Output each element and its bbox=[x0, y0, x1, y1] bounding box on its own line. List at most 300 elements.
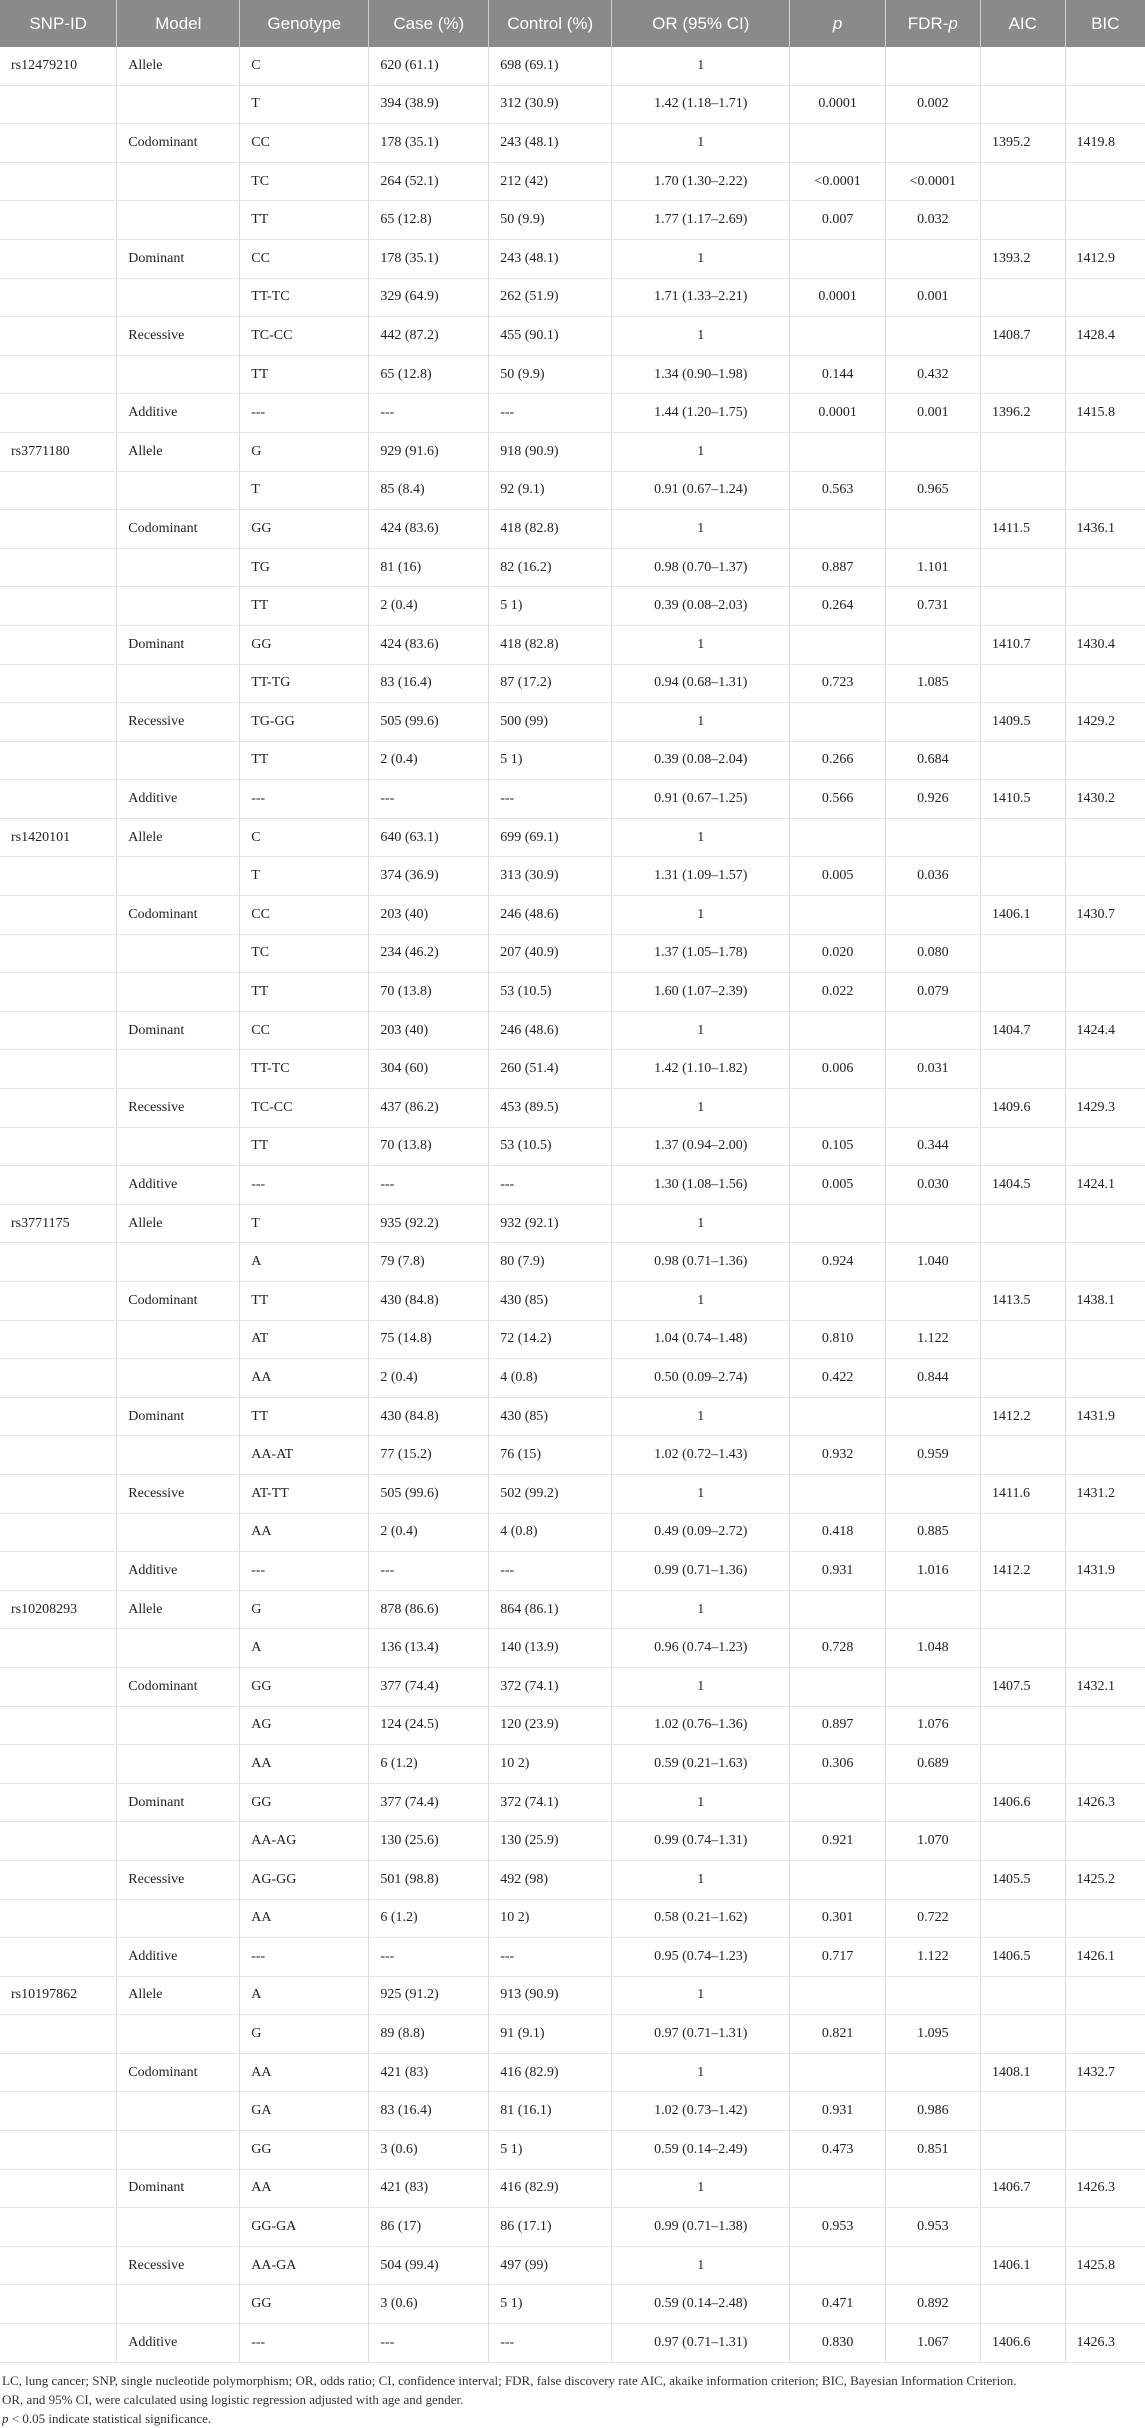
table-row bbox=[0, 818, 1145, 857]
p-cell: 0.264 bbox=[790, 587, 885, 626]
bic-cell: 1419.8 bbox=[1065, 124, 1145, 163]
or-cell: 1.30 (1.08–1.56) bbox=[612, 1166, 790, 1205]
genotype-cell: G bbox=[240, 1590, 369, 1629]
fdr-p-cell bbox=[885, 703, 980, 742]
table-row bbox=[0, 162, 1145, 201]
model-cell: Additive bbox=[117, 1938, 240, 1977]
model-cell bbox=[117, 1050, 240, 1089]
bic-cell bbox=[1065, 1745, 1145, 1784]
control-cell: --- bbox=[489, 2324, 612, 2363]
case-cell: 86 (17) bbox=[369, 2208, 489, 2247]
model-cell bbox=[117, 2208, 240, 2247]
aic-cell: 1395.2 bbox=[980, 124, 1065, 163]
bic-cell: 1431.2 bbox=[1065, 1474, 1145, 1513]
control-cell: 53 (10.5) bbox=[489, 1127, 612, 1166]
model-cell bbox=[117, 934, 240, 973]
aic-cell: 1406.7 bbox=[980, 2169, 1065, 2208]
control-cell: 913 (90.9) bbox=[489, 1976, 612, 2015]
bic-cell: 1429.3 bbox=[1065, 1089, 1145, 1128]
aic-cell: 1412.2 bbox=[980, 1552, 1065, 1591]
table-row bbox=[0, 85, 1145, 124]
genotype-cell: T bbox=[240, 85, 369, 124]
case-cell: 442 (87.2) bbox=[369, 317, 489, 356]
aic-cell bbox=[980, 2131, 1065, 2170]
genotype-cell: AG bbox=[240, 1706, 369, 1745]
snp-id-cell bbox=[0, 1243, 117, 1282]
model-cell bbox=[117, 2285, 240, 2324]
p-cell: 0.887 bbox=[790, 548, 885, 587]
genotype-cell: TT bbox=[240, 1282, 369, 1321]
aic-cell bbox=[980, 201, 1065, 240]
snp-id-cell bbox=[0, 664, 117, 703]
bic-cell bbox=[1065, 162, 1145, 201]
table-notes bbox=[0, 2363, 1145, 2428]
case-cell: 70 (13.8) bbox=[369, 1127, 489, 1166]
genotype-cell: TT-TC bbox=[240, 1050, 369, 1089]
snp-id-cell bbox=[0, 1822, 117, 1861]
snp-id-cell bbox=[0, 1667, 117, 1706]
case-cell: --- bbox=[369, 1552, 489, 1591]
aic-cell bbox=[980, 587, 1065, 626]
p-cell: 0.007 bbox=[790, 201, 885, 240]
fdr-p-cell bbox=[885, 1976, 980, 2015]
genotype-cell: AT-TT bbox=[240, 1474, 369, 1513]
or-cell: 0.98 (0.71–1.36) bbox=[612, 1243, 790, 1282]
snp-id-cell bbox=[0, 1050, 117, 1089]
aic-cell bbox=[980, 355, 1065, 394]
or-cell: 0.94 (0.68–1.31) bbox=[612, 664, 790, 703]
genotype-cell: CC bbox=[240, 124, 369, 163]
p-cell: 0.932 bbox=[790, 1436, 885, 1475]
case-cell: 81 (16) bbox=[369, 548, 489, 587]
genotype-cell: GG bbox=[240, 1667, 369, 1706]
aic-cell: 1406.5 bbox=[980, 1938, 1065, 1977]
p-cell: 0.931 bbox=[790, 1552, 885, 1591]
header-or: OR (95% CI) bbox=[612, 0, 790, 47]
fdr-p-cell bbox=[885, 625, 980, 664]
case-cell: --- bbox=[369, 1938, 489, 1977]
case-cell: 374 (36.9) bbox=[369, 857, 489, 896]
control-cell: 140 (13.9) bbox=[489, 1629, 612, 1668]
model-cell bbox=[117, 278, 240, 317]
p-cell: 0.931 bbox=[790, 2092, 885, 2131]
fdr-p-cell: 1.085 bbox=[885, 664, 980, 703]
control-cell: 4 (0.8) bbox=[489, 1513, 612, 1552]
snp-id-cell bbox=[0, 1938, 117, 1977]
aic-cell: 1411.6 bbox=[980, 1474, 1065, 1513]
genotype-cell: TT bbox=[240, 201, 369, 240]
aic-cell: 1404.7 bbox=[980, 1011, 1065, 1050]
genotype-cell: TC-CC bbox=[240, 317, 369, 356]
p-cell: <0.0001 bbox=[790, 162, 885, 201]
aic-cell: 1413.5 bbox=[980, 1282, 1065, 1321]
p-cell: 0.266 bbox=[790, 741, 885, 780]
model-cell: Allele bbox=[117, 432, 240, 471]
or-cell: 1 bbox=[612, 1590, 790, 1629]
genotype-cell: --- bbox=[240, 780, 369, 819]
snp-id-cell bbox=[0, 625, 117, 664]
aic-cell: 1410.5 bbox=[980, 780, 1065, 819]
control-cell: 699 (69.1) bbox=[489, 818, 612, 857]
table-row bbox=[0, 2208, 1145, 2247]
control-cell: 82 (16.2) bbox=[489, 548, 612, 587]
genotype-cell: TT bbox=[240, 1397, 369, 1436]
fdr-p-cell: 1.122 bbox=[885, 1938, 980, 1977]
case-cell: 430 (84.8) bbox=[369, 1397, 489, 1436]
or-cell: 1 bbox=[612, 1282, 790, 1321]
case-cell: 130 (25.6) bbox=[369, 1822, 489, 1861]
genotype-cell: GA bbox=[240, 2092, 369, 2131]
fdr-p-cell: 1.076 bbox=[885, 1706, 980, 1745]
p-cell: 0.473 bbox=[790, 2131, 885, 2170]
or-cell: 1 bbox=[612, 1011, 790, 1050]
fdr-p-cell: 0.986 bbox=[885, 2092, 980, 2131]
bic-cell bbox=[1065, 1050, 1145, 1089]
table-row bbox=[0, 1089, 1145, 1128]
aic-cell bbox=[980, 47, 1065, 85]
or-cell: 1 bbox=[612, 1860, 790, 1899]
or-cell: 1 bbox=[612, 317, 790, 356]
fdr-p-cell bbox=[885, 1397, 980, 1436]
fdr-p-cell: 0.001 bbox=[885, 278, 980, 317]
or-cell: 1 bbox=[612, 47, 790, 85]
header-genotype: Genotype bbox=[240, 0, 369, 47]
table-row bbox=[0, 548, 1145, 587]
control-cell: 81 (16.1) bbox=[489, 2092, 612, 2131]
snp-id-cell bbox=[0, 162, 117, 201]
model-cell: Codominant bbox=[117, 124, 240, 163]
bic-cell bbox=[1065, 85, 1145, 124]
genotype-cell: TC bbox=[240, 162, 369, 201]
model-cell bbox=[117, 2092, 240, 2131]
bic-cell bbox=[1065, 1976, 1145, 2015]
genotype-cell: TC bbox=[240, 934, 369, 973]
snp-id-cell bbox=[0, 1282, 117, 1321]
snp-id-cell bbox=[0, 1706, 117, 1745]
genotype-cell: --- bbox=[240, 1166, 369, 1205]
fdr-p-cell: 0.851 bbox=[885, 2131, 980, 2170]
snp-id-cell bbox=[0, 1629, 117, 1668]
genotype-cell: TT bbox=[240, 741, 369, 780]
or-cell: 0.39 (0.08–2.03) bbox=[612, 587, 790, 626]
fdr-p-cell: 0.344 bbox=[885, 1127, 980, 1166]
aic-cell: 1412.2 bbox=[980, 1397, 1065, 1436]
case-cell: 2 (0.4) bbox=[369, 1513, 489, 1552]
fdr-p-cell bbox=[885, 1474, 980, 1513]
control-cell: 86 (17.1) bbox=[489, 2208, 612, 2247]
genotype-cell: TT bbox=[240, 973, 369, 1012]
snp-id-cell bbox=[0, 85, 117, 124]
snp-id-cell bbox=[0, 239, 117, 278]
control-cell: 130 (25.9) bbox=[489, 1822, 612, 1861]
or-cell: 1 bbox=[612, 1783, 790, 1822]
case-cell: --- bbox=[369, 394, 489, 433]
table-row bbox=[0, 1436, 1145, 1475]
snp-id-cell: rs3771175 bbox=[0, 1204, 117, 1243]
genotype-cell: CC bbox=[240, 1011, 369, 1050]
aic-cell: 1407.5 bbox=[980, 1667, 1065, 1706]
aic-cell bbox=[980, 1050, 1065, 1089]
table-row bbox=[0, 934, 1145, 973]
snp-id-cell bbox=[0, 1860, 117, 1899]
aic-cell bbox=[980, 1320, 1065, 1359]
p-cell bbox=[790, 2053, 885, 2092]
table-row bbox=[0, 2015, 1145, 2054]
table-row bbox=[0, 2324, 1145, 2363]
p-cell: 0.0001 bbox=[790, 278, 885, 317]
table-row bbox=[0, 587, 1145, 626]
model-cell bbox=[117, 741, 240, 780]
fdr-p-cell: 0.892 bbox=[885, 2285, 980, 2324]
control-cell: 430 (85) bbox=[489, 1282, 612, 1321]
p-cell: 0.0001 bbox=[790, 394, 885, 433]
bic-cell bbox=[1065, 47, 1145, 85]
table-row bbox=[0, 432, 1145, 471]
or-cell: 0.96 (0.74–1.23) bbox=[612, 1629, 790, 1668]
control-cell: --- bbox=[489, 1938, 612, 1977]
table-row bbox=[0, 1860, 1145, 1899]
genotype-cell: AA-GA bbox=[240, 2246, 369, 2285]
table-row bbox=[0, 278, 1145, 317]
fdr-p-cell bbox=[885, 1011, 980, 1050]
snp-id-cell bbox=[0, 2169, 117, 2208]
control-cell: 416 (82.9) bbox=[489, 2053, 612, 2092]
control-cell: 500 (99) bbox=[489, 703, 612, 742]
bic-cell: 1412.9 bbox=[1065, 239, 1145, 278]
model-cell: Additive bbox=[117, 1552, 240, 1591]
genotype-cell: AA-AG bbox=[240, 1822, 369, 1861]
or-cell: 0.39 (0.08–2.04) bbox=[612, 741, 790, 780]
case-cell: 83 (16.4) bbox=[369, 2092, 489, 2131]
bic-cell bbox=[1065, 1320, 1145, 1359]
bic-cell bbox=[1065, 857, 1145, 896]
fdr-p-cell: 0.689 bbox=[885, 1745, 980, 1784]
model-cell: Additive bbox=[117, 394, 240, 433]
or-cell: 1 bbox=[612, 124, 790, 163]
genotype-cell: T bbox=[240, 1204, 369, 1243]
control-cell: --- bbox=[489, 1552, 612, 1591]
model-cell: Recessive bbox=[117, 317, 240, 356]
model-cell: Codominant bbox=[117, 1667, 240, 1706]
case-cell: 640 (63.1) bbox=[369, 818, 489, 857]
aic-cell: 1410.7 bbox=[980, 625, 1065, 664]
bic-cell bbox=[1065, 934, 1145, 973]
table-row bbox=[0, 1397, 1145, 1436]
model-cell bbox=[117, 1822, 240, 1861]
aic-cell: 1408.1 bbox=[980, 2053, 1065, 2092]
control-cell: 4 (0.8) bbox=[489, 1359, 612, 1398]
or-cell: 1 bbox=[612, 1976, 790, 2015]
bic-cell bbox=[1065, 1359, 1145, 1398]
bic-cell bbox=[1065, 2015, 1145, 2054]
case-cell: 421 (83) bbox=[369, 2053, 489, 2092]
or-cell: 0.91 (0.67–1.25) bbox=[612, 780, 790, 819]
genotype-cell: AA bbox=[240, 1899, 369, 1938]
snp-id-cell bbox=[0, 201, 117, 240]
snp-id-cell: rs3771180 bbox=[0, 432, 117, 471]
case-cell: 6 (1.2) bbox=[369, 1899, 489, 1938]
snp-id-cell bbox=[0, 934, 117, 973]
or-cell: 0.95 (0.74–1.23) bbox=[612, 1938, 790, 1977]
genotype-cell: GG bbox=[240, 2285, 369, 2324]
bic-cell bbox=[1065, 1629, 1145, 1668]
snp-id-cell bbox=[0, 278, 117, 317]
aic-cell bbox=[980, 278, 1065, 317]
fdr-p-cell bbox=[885, 1667, 980, 1706]
or-cell: 1.02 (0.73–1.42) bbox=[612, 2092, 790, 2131]
case-cell: 620 (61.1) bbox=[369, 47, 489, 85]
bic-cell bbox=[1065, 1899, 1145, 1938]
p-cell bbox=[790, 1667, 885, 1706]
aic-cell: 1409.6 bbox=[980, 1089, 1065, 1128]
case-cell: 929 (91.6) bbox=[369, 432, 489, 471]
case-cell: 2 (0.4) bbox=[369, 587, 489, 626]
header-p: p bbox=[790, 0, 885, 47]
bic-cell bbox=[1065, 355, 1145, 394]
aic-cell: 1409.5 bbox=[980, 703, 1065, 742]
p-cell bbox=[790, 1976, 885, 2015]
snp-id-cell bbox=[0, 857, 117, 896]
snp-id-cell bbox=[0, 2053, 117, 2092]
model-cell bbox=[117, 85, 240, 124]
or-cell: 1.37 (0.94–2.00) bbox=[612, 1127, 790, 1166]
control-cell: 243 (48.1) bbox=[489, 124, 612, 163]
snp-id-cell bbox=[0, 2092, 117, 2131]
genotype-cell: AA bbox=[240, 1359, 369, 1398]
p-cell bbox=[790, 1590, 885, 1629]
bic-cell bbox=[1065, 1127, 1145, 1166]
case-cell: 203 (40) bbox=[369, 1011, 489, 1050]
control-cell: 212 (42) bbox=[489, 162, 612, 201]
bic-cell: 1430.7 bbox=[1065, 896, 1145, 935]
bic-cell: 1430.2 bbox=[1065, 780, 1145, 819]
p-cell: 0.0001 bbox=[790, 85, 885, 124]
table-row bbox=[0, 2285, 1145, 2324]
p-cell bbox=[790, 239, 885, 278]
aic-cell: 1408.7 bbox=[980, 317, 1065, 356]
model-cell: Additive bbox=[117, 1166, 240, 1205]
or-cell: 1.71 (1.33–2.21) bbox=[612, 278, 790, 317]
note-significance bbox=[2, 2409, 1143, 2428]
table-row bbox=[0, 1513, 1145, 1552]
model-cell: Allele bbox=[117, 1204, 240, 1243]
aic-cell bbox=[980, 1629, 1065, 1668]
case-cell: 424 (83.6) bbox=[369, 510, 489, 549]
aic-cell bbox=[980, 818, 1065, 857]
fdr-p-cell: 0.032 bbox=[885, 201, 980, 240]
case-cell: 421 (83) bbox=[369, 2169, 489, 2208]
snp-id-cell bbox=[0, 1552, 117, 1591]
genotype-cell: C bbox=[240, 47, 369, 85]
or-cell: 1.02 (0.76–1.36) bbox=[612, 1706, 790, 1745]
bic-cell bbox=[1065, 818, 1145, 857]
control-cell: 418 (82.8) bbox=[489, 625, 612, 664]
control-cell: 430 (85) bbox=[489, 1397, 612, 1436]
bic-cell bbox=[1065, 278, 1145, 317]
aic-cell bbox=[980, 741, 1065, 780]
p-cell bbox=[790, 1397, 885, 1436]
bic-cell bbox=[1065, 741, 1145, 780]
model-cell bbox=[117, 1243, 240, 1282]
model-cell: Dominant bbox=[117, 2169, 240, 2208]
p-cell: 0.301 bbox=[790, 1899, 885, 1938]
or-cell: 1.04 (0.74–1.48) bbox=[612, 1320, 790, 1359]
genotype-cell: T bbox=[240, 857, 369, 896]
header-fdr-p: FDR-p bbox=[885, 0, 980, 47]
case-cell: 178 (35.1) bbox=[369, 124, 489, 163]
or-cell: 1 bbox=[612, 625, 790, 664]
control-cell: 72 (14.2) bbox=[489, 1320, 612, 1359]
case-cell: --- bbox=[369, 780, 489, 819]
model-cell bbox=[117, 471, 240, 510]
fdr-p-cell bbox=[885, 1860, 980, 1899]
bic-cell: 1431.9 bbox=[1065, 1397, 1145, 1436]
case-cell: 925 (91.2) bbox=[369, 1976, 489, 2015]
table-row bbox=[0, 857, 1145, 896]
fdr-p-cell: 1.048 bbox=[885, 1629, 980, 1668]
p-cell: 0.921 bbox=[790, 1822, 885, 1861]
bic-cell bbox=[1065, 1590, 1145, 1629]
or-cell: 1 bbox=[612, 239, 790, 278]
fdr-p-cell bbox=[885, 2246, 980, 2285]
case-cell: 3 (0.6) bbox=[369, 2131, 489, 2170]
table-row bbox=[0, 1667, 1145, 1706]
control-cell: 453 (89.5) bbox=[489, 1089, 612, 1128]
control-cell: 87 (17.2) bbox=[489, 664, 612, 703]
genotype-cell: GG bbox=[240, 1783, 369, 1822]
snp-id-cell bbox=[0, 548, 117, 587]
header-bic: BIC bbox=[1065, 0, 1145, 47]
genotype-cell: AA bbox=[240, 2169, 369, 2208]
aic-cell: 1406.6 bbox=[980, 2324, 1065, 2363]
bic-cell bbox=[1065, 471, 1145, 510]
p-cell: 0.306 bbox=[790, 1745, 885, 1784]
table-row bbox=[0, 1474, 1145, 1513]
bic-cell: 1436.1 bbox=[1065, 510, 1145, 549]
bic-cell: 1432.1 bbox=[1065, 1667, 1145, 1706]
control-cell: 10 2) bbox=[489, 1899, 612, 1938]
or-cell: 1 bbox=[612, 818, 790, 857]
case-cell: 264 (52.1) bbox=[369, 162, 489, 201]
fdr-p-cell: 0.926 bbox=[885, 780, 980, 819]
snp-id-cell bbox=[0, 1436, 117, 1475]
bic-cell bbox=[1065, 201, 1145, 240]
case-cell: 75 (14.8) bbox=[369, 1320, 489, 1359]
or-cell: 1.60 (1.07–2.39) bbox=[612, 973, 790, 1012]
case-cell: 89 (8.8) bbox=[369, 2015, 489, 2054]
or-cell: 1 bbox=[612, 2053, 790, 2092]
snp-id-cell bbox=[0, 1474, 117, 1513]
snp-id-cell bbox=[0, 1359, 117, 1398]
or-cell: 1 bbox=[612, 703, 790, 742]
aic-cell: 1393.2 bbox=[980, 239, 1065, 278]
bic-cell bbox=[1065, 2285, 1145, 2324]
header-case: Case (%) bbox=[369, 0, 489, 47]
note-abbreviations: LC, lung cancer; SNP, single nucleotide polymorphism; OR, odds ratio; CI, confidence interval; FDR, false discovery rate AIC, akaike information criterion; BIC, Bayesian Information Criterion. bbox=[2, 2372, 1017, 2388]
fdr-p-cell: 0.036 bbox=[885, 857, 980, 896]
aic-cell bbox=[980, 1204, 1065, 1243]
case-cell: 2 (0.4) bbox=[369, 741, 489, 780]
table-row bbox=[0, 1282, 1145, 1321]
aic-cell bbox=[980, 1436, 1065, 1475]
fdr-p-cell: 0.885 bbox=[885, 1513, 980, 1552]
fdr-p-cell: 1.095 bbox=[885, 2015, 980, 2054]
snp-id-cell bbox=[0, 2015, 117, 2054]
case-cell: --- bbox=[369, 2324, 489, 2363]
control-cell: 92 (9.1) bbox=[489, 471, 612, 510]
snp-id-cell bbox=[0, 471, 117, 510]
bic-cell bbox=[1065, 2092, 1145, 2131]
